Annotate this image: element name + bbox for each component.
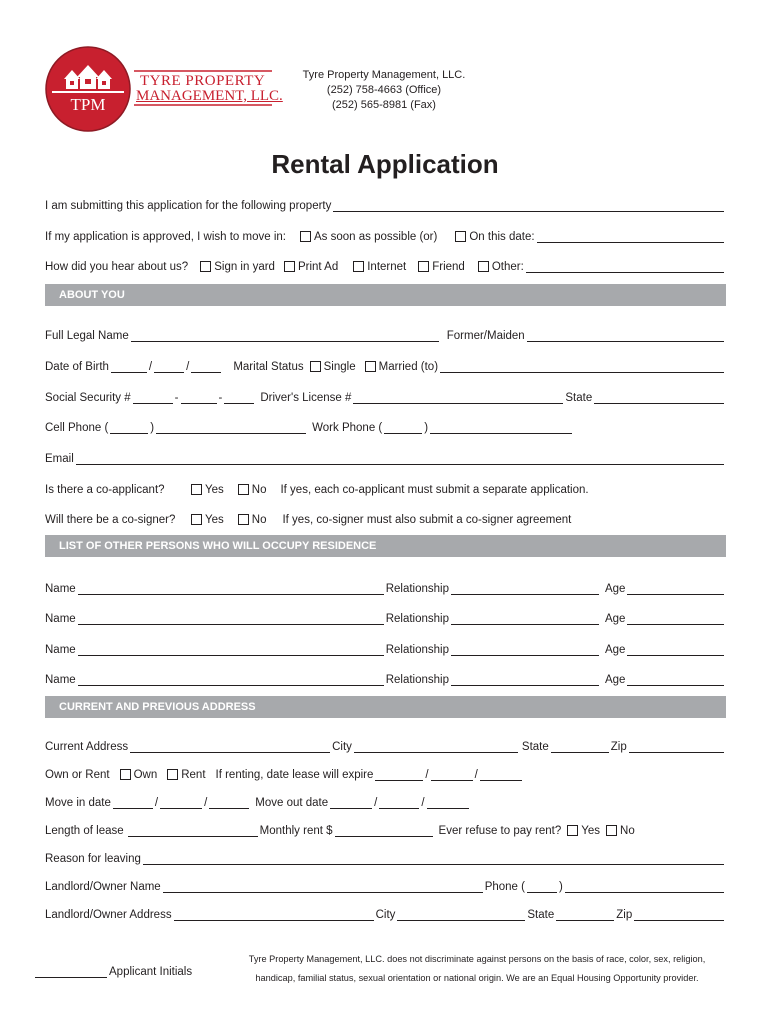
current-address-label: Current Address [45,741,129,753]
section-about-you: ABOUT YOU [45,284,726,306]
sign-in-yard-checkbox[interactable] [200,261,211,272]
landlord-zip-label: Zip [616,909,633,921]
move-in-date-field[interactable] [537,231,724,243]
friend-label: Friend [432,261,465,273]
co-signer-note: If yes, co-signer must also submit a co-signer agreement [282,514,572,526]
other-field[interactable] [526,261,724,273]
landlord-city-field[interactable] [397,909,525,921]
occupant-relationship-label: Relationship [385,674,449,686]
phone-row: Cell Phone ( ) Work Phone ( ) [45,418,726,434]
logo-line-2: MANAGEMENT, LLC. [136,88,283,104]
current-state-label: State [521,741,549,753]
logo-line-1: TYRE PROPERTY [140,73,266,89]
move-out-year-field[interactable] [427,797,469,809]
referral-row [45,257,726,273]
occupant-name-field[interactable] [78,674,384,686]
co-applicant-question: Is there a co-applicant? [45,484,165,496]
single-checkbox[interactable] [310,361,321,372]
occupant-name-label: Name [45,644,76,656]
own-label: Own [133,769,158,781]
initials-block [33,966,192,978]
cell-phone-label: Cell Phone ( [45,422,109,434]
initials-field[interactable] [35,966,107,978]
occupant-age-label: Age [604,583,626,595]
current-city-field[interactable] [354,741,518,753]
lease-length-field[interactable] [128,825,258,837]
landlord-row: Landlord/Owner Name Phone ( ) [45,877,726,893]
print-ad-label: Print Ad [297,261,339,273]
landlord-address-label: Landlord/Owner Address [45,909,172,921]
co-signer-no-checkbox[interactable] [238,514,249,525]
occupant-row [45,609,726,625]
move-out-day-field[interactable] [379,797,419,809]
refuse-rent-question: Ever refuse to pay rent? [438,825,562,837]
property-field[interactable] [333,200,724,212]
occupant-age-field[interactable] [627,583,724,595]
move-in-label: If my application is approved, I wish to move in: [45,231,286,243]
occupant-relationship-label: Relationship [385,583,449,595]
refuse-yes-checkbox[interactable] [567,825,578,836]
married-checkbox[interactable] [365,361,376,372]
occupant-relationship-field[interactable] [451,613,599,625]
other-checkbox[interactable] [478,261,489,272]
occupant-relationship-field[interactable] [451,674,599,686]
property-label: I am submitting this application for the following property [45,200,332,212]
email-field[interactable] [76,453,724,465]
occupant-age-label: Age [604,613,626,625]
move-in-date-label: Move in date [45,797,111,809]
company-logo [44,45,284,133]
move-in-year-field[interactable] [209,797,249,809]
single-label: Single [323,361,356,373]
landlord-state-field[interactable] [556,909,614,921]
company-office-phone: (252) 758-4663 (Office) [326,84,442,96]
landlord-zip-field[interactable] [634,909,724,921]
spouse-field[interactable] [440,361,724,373]
full-name-label: Full Legal Name [45,330,129,342]
lease-month-field[interactable] [375,769,423,781]
company-info [270,68,498,113]
occupant-relationship-label: Relationship [385,644,449,656]
own-rent-label: Own or Rent [45,769,110,781]
refuse-yes-label: Yes [581,825,601,837]
married-label: Married (to) [378,361,439,373]
notice-line-2: handicap, familial status, sexual orientation or national origin. We are an Equal Housing Opportunity provider. [255,973,699,983]
friend-checkbox[interactable] [418,261,429,272]
occupant-age-field[interactable] [627,613,724,625]
current-city-label: City [332,741,352,753]
landlord-phone-field[interactable] [565,881,724,893]
current-zip-field[interactable] [629,741,724,753]
company-fax: (252) 565-8981 (Fax) [332,99,436,111]
occupant-name-label: Name [45,583,76,595]
ssn-part-2-field[interactable] [181,392,217,404]
dob-label: Date of Birth [45,361,109,373]
notice-line-1: Tyre Property Management, LLC. does not discriminate against persons on the basis of race, color, sex, religion, [248,954,706,964]
work-area-code-field[interactable] [384,422,422,434]
occupant-name-label: Name [45,613,76,625]
lease-day-field[interactable] [431,769,473,781]
lease-row [45,821,726,837]
license-state-label: State [565,392,593,404]
move-in-row [45,227,726,243]
internet-label: Internet [367,261,407,273]
landlord-address-row [45,905,726,921]
occupant-relationship-field[interactable] [451,644,599,656]
ssn-part-1-field[interactable] [133,392,173,404]
reason-label: Reason for leaving [45,853,141,865]
landlord-name-field[interactable] [163,881,483,893]
asap-label: As soon as possible (or) [313,231,438,243]
co-signer-yes-label: Yes [205,514,224,526]
occupant-age-field[interactable] [627,674,724,686]
marital-status-label: Marital Status [233,361,304,373]
sign-in-yard-label: Sign in yard [214,261,275,273]
cell-phone-field[interactable] [156,422,306,434]
occupant-row [45,670,726,686]
current-address-row [45,737,726,753]
full-name-field[interactable] [131,330,439,342]
internet-checkbox[interactable] [353,261,364,272]
occupant-row [45,640,726,656]
former-name-field[interactable] [527,330,724,342]
landlord-area-code-field[interactable] [527,881,557,893]
co-applicant-yes-label: Yes [205,484,224,496]
equal-housing-notice [232,950,722,988]
occupant-name-field[interactable] [78,583,384,595]
co-signer-row [45,510,726,526]
current-address-field[interactable] [130,741,330,753]
own-checkbox[interactable] [120,769,131,780]
landlord-state-label: State [527,909,555,921]
property-row [45,196,726,212]
rent-checkbox[interactable] [167,769,178,780]
co-applicant-no-checkbox[interactable] [238,484,249,495]
occupant-age-label: Age [604,674,626,686]
move-out-month-field[interactable] [330,797,372,809]
co-applicant-note: If yes, each co-applicant must submit a separate application. [280,484,589,496]
email-label: Email [45,453,74,465]
current-zip-label: Zip [610,741,627,753]
move-out-date-label: Move out date [255,797,329,809]
co-applicant-yes-checkbox[interactable] [191,484,202,495]
monthly-rent-field[interactable] [335,825,433,837]
referral-label: How did you hear about us? [45,261,189,273]
dob-year-field[interactable] [191,361,221,373]
initials-label: Applicant Initials [109,966,193,978]
move-dates-row: Move in date / / Move out date / / [45,793,726,809]
lease-length-label: Length of lease [45,825,124,837]
landlord-phone-label: Phone ( [484,881,525,893]
co-signer-question: Will there be a co-signer? [45,514,176,526]
refuse-no-checkbox[interactable] [606,825,617,836]
occupant-name-label: Name [45,674,76,686]
co-signer-yes-checkbox[interactable] [191,514,202,525]
lease-year-field[interactable] [480,769,522,781]
dob-row: Date of Birth / / Marital Status Single Married (to) [45,357,726,373]
former-name-label: Former/Maiden [446,330,525,342]
current-state-field[interactable] [551,741,609,753]
dob-day-field[interactable] [154,361,184,373]
occupant-relationship-label: Relationship [385,613,449,625]
work-phone-label: Work Phone ( [312,422,383,434]
dob-month-field[interactable] [111,361,147,373]
occupant-relationship-field[interactable] [451,583,599,595]
landlord-address-field[interactable] [174,909,374,921]
ssn-row: Social Security # - - Driver's License # State [45,388,726,404]
co-applicant-row [45,480,726,496]
occupant-name-field[interactable] [78,613,384,625]
ssn-label: Social Security # [45,392,131,404]
email-row [45,449,726,465]
own-rent-row: Own or Rent Own Rent If renting, date lease will expire / / [45,765,726,781]
reason-field[interactable] [143,853,724,865]
ssn-part-3-field[interactable] [224,392,254,404]
move-in-day-field[interactable] [160,797,202,809]
move-in-month-field[interactable] [113,797,153,809]
occupant-age-field[interactable] [627,644,724,656]
license-label: Driver's License # [260,392,352,404]
co-signer-no-label: No [251,514,267,526]
asap-checkbox[interactable] [300,231,311,242]
lease-expire-label: If renting, date lease will expire [215,769,374,781]
name-row [45,326,726,342]
company-name: Tyre Property Management, LLC. [302,69,466,81]
page-title: Rental Application [271,149,499,179]
refuse-no-label: No [620,825,635,837]
occupant-row [45,579,726,595]
on-date-label: On this date: [469,231,535,243]
occupant-age-label: Age [604,644,626,656]
cell-area-code-field[interactable] [110,422,148,434]
occupant-name-field[interactable] [78,644,384,656]
co-applicant-no-label: No [251,484,267,496]
license-state-field[interactable] [594,392,724,404]
print-ad-checkbox[interactable] [284,261,295,272]
section-other-occupants: LIST OF OTHER PERSONS WHO WILL OCCUPY RESIDENCE [45,535,726,557]
section-address: CURRENT AND PREVIOUS ADDRESS [45,696,726,718]
work-phone-field[interactable] [430,422,572,434]
other-label: Other: [491,261,524,273]
license-field[interactable] [353,392,563,404]
rent-label: Rent [181,769,206,781]
landlord-city-label: City [375,909,396,921]
logo-monogram: TPM [70,95,106,114]
monthly-rent-label: Monthly rent $ [259,825,333,837]
reason-row [45,849,726,865]
landlord-name-label: Landlord/Owner Name [45,881,161,893]
on-date-checkbox[interactable] [455,231,466,242]
